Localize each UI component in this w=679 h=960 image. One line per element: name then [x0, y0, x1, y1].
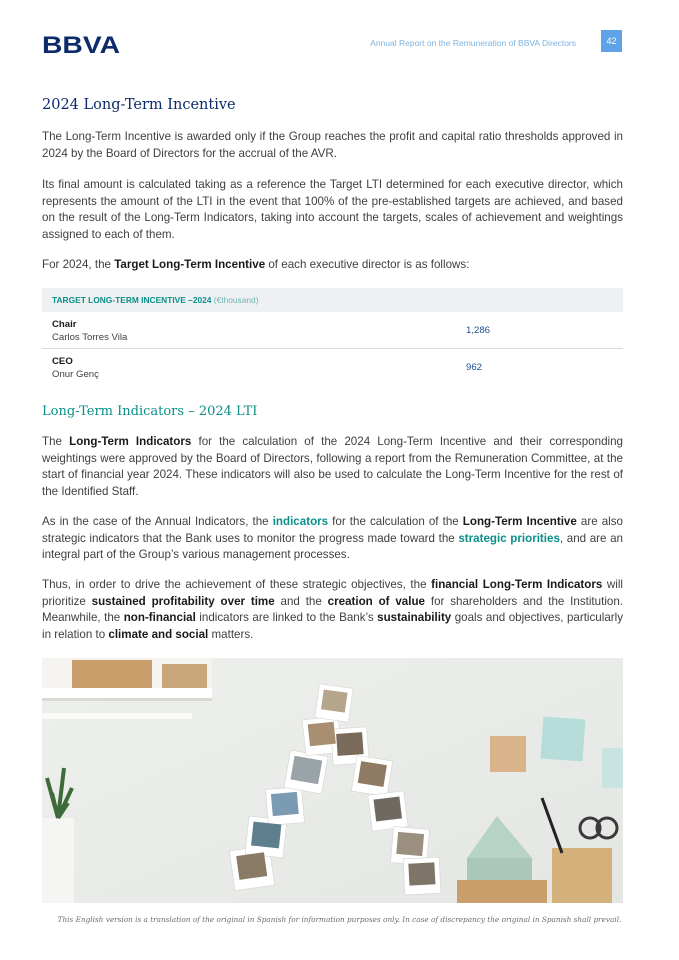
paragraph-strategic-indicators: As in the case of the Annual Indicators, the indicators for the calculation of the Long-Term Incentive are also strategic indicators that the Bank uses to monitor the progress made toward the strategic priorities, and are an integral part of the Group’s various management processes. [42, 515, 623, 561]
paragraph-indicators-approval: The Long-Term Indicators for the calculation of the 2024 Long-Term Incentive and their corresponding weightings were approved by the Board of Directors, following a report from the Remuneration Committee, at the start of financial year 2024. These indicators will also be used to calculate the Long-Term Incentive for the rest of the Identified Staff. [42, 435, 623, 498]
target-lti-table [42, 288, 623, 386]
page-number: 42 [601, 30, 622, 52]
row-name: Carlos Torres Vila [52, 332, 128, 343]
row-role: CEO [52, 356, 73, 367]
paragraph-financial-indicators: Thus, in order to drive the achievement of these strategic objectives, the financial Long-Term Indicators will prioritize sustained profitability over time and the creation of value for shareholders and the Institution. Meanwhile, the non-financial indicators are linked to the Bank’s sustainability goals and objectives, particularly in relation to climate and social matters. [42, 578, 624, 641]
table-header: TARGET LONG-TERM INCENTIVE –2024 (€thousand) [42, 288, 623, 312]
bbva-logo [42, 33, 120, 55]
table-row [42, 349, 623, 386]
paragraph-target-lti: For 2024, the Target Long-Term Incentive of each executive director is as follows: [42, 258, 470, 271]
table-row [42, 312, 623, 349]
report-title: Annual Report on the Remuneration of BBVA Directors [370, 38, 576, 48]
paragraph-lti-intro: The Long-Term Incentive is awarded only if the Group reaches the profit and capital ratio thresholds approved in 2024 by the Board of Directors for the accrual of the AVR. [42, 130, 623, 160]
translation-disclaimer: This English version is a translation of the original in Spanish for information purposes only. In case of discrepancy the original in Spanish shall prevail. [57, 915, 622, 924]
row-value: 962 [466, 362, 483, 373]
paragraph-lti-calculation: Its final amount is calculated taking as a reference the Target LTI determined for each executive director, which represents the amount of the LTI in the event that 100% of the pre-established targets are achieved, and based on the result of the Long-Term Indicators, taking into account the targets, scales of achievement and weightings assigned to each of them. [42, 178, 623, 241]
section-title: 2024 Long-Term Incentive [42, 97, 236, 113]
row-role: Chair [52, 319, 77, 330]
decorative-photo [42, 658, 623, 903]
row-name: Onur Genç [52, 369, 99, 380]
row-value: 1,286 [466, 325, 491, 336]
subsection-title: Long-Term Indicators – 2024 LTI [42, 404, 258, 419]
svg-text:BBVA: BBVA [42, 33, 120, 55]
